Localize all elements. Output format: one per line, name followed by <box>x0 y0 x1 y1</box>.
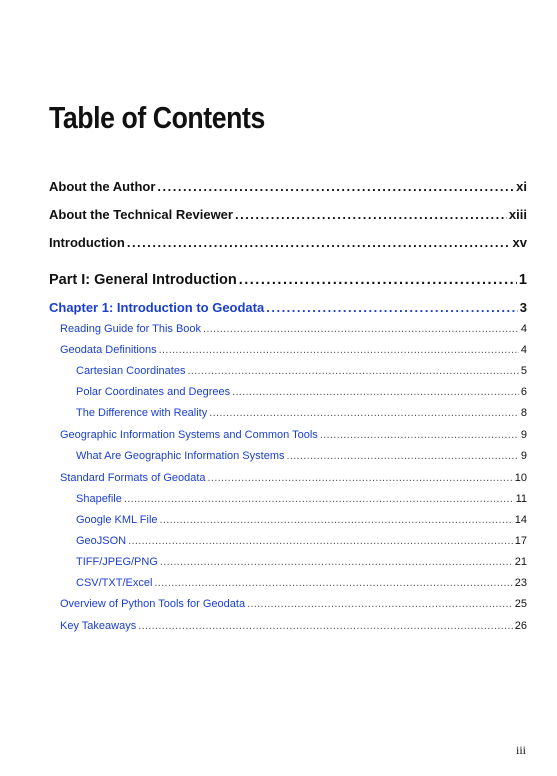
dot-leader <box>209 407 519 419</box>
dot-leader <box>138 620 513 632</box>
toc-entry-title: TIFF/JPEG/PNG <box>76 556 158 568</box>
page-number: iii <box>516 743 527 757</box>
dot-leader <box>235 207 507 222</box>
toc-entry-page-number: 10 <box>514 472 527 484</box>
toc-entry-front[interactable] <box>49 235 527 250</box>
toc-entry-title: Key Takeaways <box>60 620 137 632</box>
dot-leader <box>124 493 514 505</box>
toc-entry-sec[interactable] <box>60 344 527 356</box>
toc-entry-page-number: 3 <box>519 300 527 315</box>
toc-entry-page-number: 17 <box>514 535 527 547</box>
toc-entry-sec[interactable] <box>60 472 527 484</box>
toc-entry-front[interactable] <box>49 207 527 222</box>
dot-leader <box>232 386 519 398</box>
toc-entry-page-number: 8 <box>520 407 527 419</box>
toc-entry-page-number: xi <box>516 179 527 194</box>
toc-entry-sub[interactable] <box>76 535 527 547</box>
dot-leader <box>157 179 514 194</box>
toc-entry-sub[interactable] <box>76 386 527 398</box>
toc-entry-page-number: 26 <box>514 620 527 632</box>
toc-entry-title: Introduction <box>49 235 125 250</box>
toc-entry-title: Part I: General Introduction <box>49 272 237 288</box>
toc-entry-title: The Difference with Reality <box>76 407 208 419</box>
toc-entry-page-number: 9 <box>520 429 527 441</box>
toc-entry-page-number: 14 <box>514 514 527 526</box>
toc-entry-title: About the Author <box>49 179 156 194</box>
toc-entry-sub[interactable] <box>76 493 527 505</box>
toc-entry-title: What Are Geographic Information Systems <box>76 450 285 462</box>
toc-entry-sub[interactable] <box>76 514 527 526</box>
toc-entry-title: Overview of Python Tools for Geodata <box>60 598 246 610</box>
dot-leader <box>266 300 518 315</box>
toc-entry-sec[interactable] <box>60 598 527 610</box>
toc-entry-title: Geodata Definitions <box>60 344 157 356</box>
dot-leader <box>247 598 513 610</box>
dot-leader <box>320 429 519 441</box>
toc-entry-title: Cartesian Coordinates <box>76 365 186 377</box>
toc-entry-page-number: 23 <box>514 577 527 589</box>
toc-entry-page-number: 5 <box>520 365 527 377</box>
dot-leader <box>239 272 517 288</box>
toc-entry-sub[interactable] <box>76 407 527 419</box>
toc-entry-sub[interactable] <box>76 556 527 568</box>
dot-leader <box>128 535 513 547</box>
toc-entry-title: GeoJSON <box>76 535 127 547</box>
toc-entry-title: Geographic Information Systems and Common Tools <box>60 429 318 441</box>
toc-entry-title: Chapter 1: Introduction to Geodata <box>49 300 265 315</box>
toc-entry-page-number: 6 <box>520 386 527 398</box>
dot-leader <box>154 577 512 589</box>
toc-entry-page-number: 4 <box>520 344 527 356</box>
dot-leader <box>160 514 513 526</box>
toc-entry-page-number: 9 <box>520 450 527 462</box>
dot-leader <box>203 323 519 335</box>
toc-entry-title: Shapefile <box>76 493 122 505</box>
toc-entry-title: Standard Formats of Geodata <box>60 472 206 484</box>
toc-entry-sec[interactable] <box>60 620 527 632</box>
toc-entry-title: About the Technical Reviewer <box>49 207 233 222</box>
dot-leader <box>187 365 518 377</box>
page-title: Table of Contents <box>49 100 265 135</box>
toc-entry-front[interactable] <box>49 179 527 194</box>
toc-entry-page-number: 25 <box>514 598 527 610</box>
dot-leader <box>286 450 518 462</box>
toc-entry-page-number: 1 <box>518 272 527 288</box>
toc-entry-page-number: xiii <box>508 207 527 222</box>
toc-entry-sec[interactable] <box>60 323 527 335</box>
dot-leader <box>159 344 519 356</box>
toc-entry-page-number: 11 <box>515 493 527 505</box>
dot-leader <box>127 235 511 250</box>
toc-entry-title: Reading Guide for This Book <box>60 323 202 335</box>
toc-entry-sub[interactable] <box>76 577 527 589</box>
toc-entry-title: CSV/TXT/Excel <box>76 577 153 589</box>
toc-entry-page-number: 4 <box>520 323 527 335</box>
toc-entry-title: Google KML File <box>76 514 158 526</box>
dot-leader <box>208 472 513 484</box>
dot-leader <box>160 556 513 568</box>
toc-entry-title: Polar Coordinates and Degrees <box>76 386 231 398</box>
toc-entry-part[interactable] <box>49 272 527 288</box>
toc-entry-sub[interactable] <box>76 450 527 462</box>
toc-entry-sec[interactable] <box>60 429 527 441</box>
toc-entry-page-number: 21 <box>514 556 527 568</box>
toc-entry-sub[interactable] <box>76 365 527 377</box>
toc-entry-chapter[interactable] <box>49 300 527 315</box>
toc-entry-page-number: xv <box>512 235 527 250</box>
